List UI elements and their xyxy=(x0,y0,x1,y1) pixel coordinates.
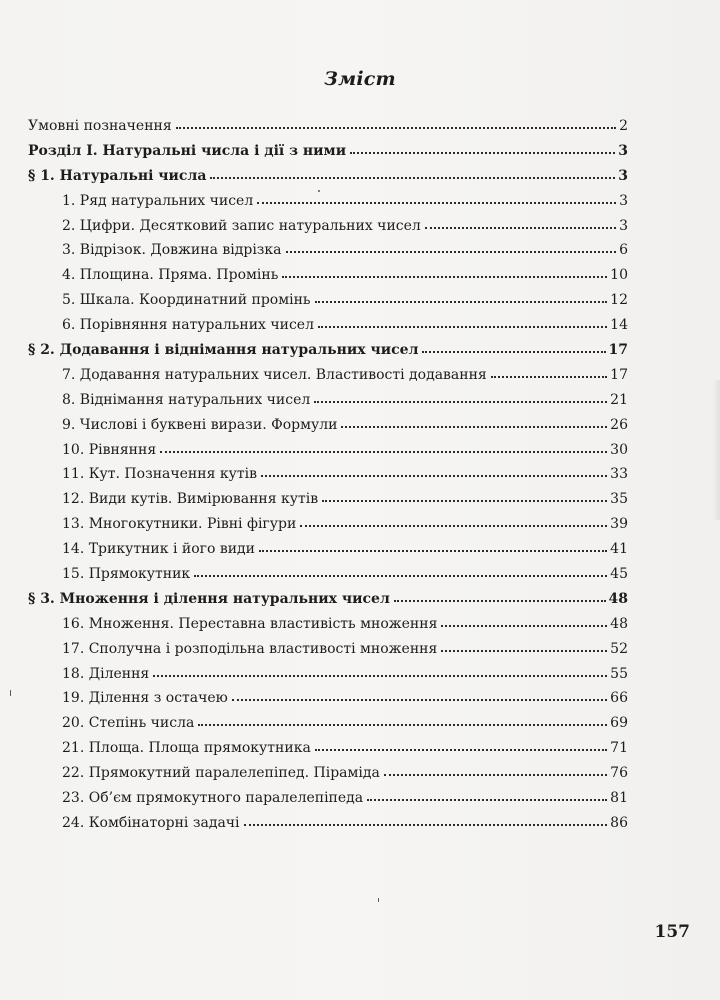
dot-leader xyxy=(153,675,607,677)
page-number: 157 xyxy=(654,922,690,942)
toc-entry xyxy=(28,666,628,691)
toc-entry xyxy=(28,267,628,292)
toc-entry-page: 52 xyxy=(610,640,628,657)
toc-entry xyxy=(28,193,628,218)
toc-entry-page: 21 xyxy=(610,391,628,408)
toc-entry-page: 41 xyxy=(610,541,628,558)
toc-entry-label: 19. Ділення з остачею xyxy=(62,690,228,707)
toc-entry-label: 11. Кут. Позначення кутів xyxy=(62,466,257,483)
toc-entry-page: 48 xyxy=(610,615,628,632)
toc-entry-label: 18. Ділення xyxy=(62,665,150,682)
toc-entry xyxy=(28,392,628,417)
toc-entry-label: 8. Віднімання натуральних чисел xyxy=(62,391,311,408)
toc-entry-page: 3 xyxy=(618,142,628,159)
dot-leader xyxy=(441,625,607,627)
toc-entry-page: 10 xyxy=(610,267,628,284)
toc-entry-page: 69 xyxy=(610,715,628,732)
toc-entry-label: § 2. Додавання і віднімання натуральних чисел xyxy=(28,342,419,359)
toc-entry-page: 17 xyxy=(610,366,628,383)
dot-leader xyxy=(210,177,615,179)
toc-entry-page: 17 xyxy=(608,342,628,359)
toc-entry-label: 3. Відрізок. Довжина відрізка xyxy=(62,242,282,259)
dot-leader xyxy=(441,650,607,652)
toc-entry-page: 71 xyxy=(610,740,628,757)
toc-section-entry xyxy=(28,342,628,367)
toc-entry xyxy=(28,815,628,840)
toc-entry-label: Умовні позначення xyxy=(28,118,172,134)
dot-leader xyxy=(261,475,607,477)
toc-entry xyxy=(28,367,628,392)
toc-entry-label: 9. Числові і буквені вирази. Формули xyxy=(62,416,338,433)
toc-entry-page: 6 xyxy=(619,242,628,259)
toc-entry xyxy=(28,491,628,516)
toc-entry-label: 5. Шкала. Координатний промінь xyxy=(62,292,311,309)
toc-entry xyxy=(28,118,628,143)
toc-entry-page: 3 xyxy=(618,167,628,184)
toc-entry-label: 12. Види кутів. Вимірювання кутів xyxy=(62,491,319,508)
page-edge-shadow xyxy=(712,380,720,520)
toc-entry xyxy=(28,516,628,541)
toc-entry-page: 86 xyxy=(610,814,628,831)
dot-leader xyxy=(194,575,607,577)
dot-leader xyxy=(394,600,606,602)
toc-entry-page: 3 xyxy=(619,192,628,209)
toc-entry xyxy=(28,292,628,317)
toc-entry xyxy=(28,790,628,815)
dot-leader xyxy=(384,774,607,776)
toc-entry xyxy=(28,690,628,715)
toc-entry xyxy=(28,616,628,641)
toc-entry xyxy=(28,317,628,342)
dot-leader xyxy=(422,351,605,353)
toc-entry-label: § 1. Натуральні числа xyxy=(28,167,207,184)
toc-entry-label: 2. Цифри. Десятковий запис натуральних чисел xyxy=(62,217,421,234)
dot-leader xyxy=(244,824,608,826)
dot-leader xyxy=(367,799,607,801)
toc-entry xyxy=(28,765,628,790)
dot-leader xyxy=(315,301,608,303)
toc-entry xyxy=(28,242,628,267)
toc-entry-label: § 3. Множення і ділення натуральних чисел xyxy=(28,590,390,607)
table-of-contents xyxy=(28,118,628,840)
print-speck xyxy=(318,190,320,192)
toc-entry-label: 16. Множення. Переставна властивість множення xyxy=(62,615,438,632)
toc-entry-label: 23. Об’єм прямокутного паралелепіпеда xyxy=(62,790,364,807)
toc-section-entry xyxy=(28,143,628,168)
toc-entry-label: 20. Степінь числа xyxy=(62,715,195,732)
toc-entry-page: 3 xyxy=(619,217,628,234)
toc-entry-page: 81 xyxy=(610,790,628,807)
toc-entry-page: 26 xyxy=(610,416,628,433)
toc-entry-label: 22. Прямокутний паралелепіпед. Піраміда xyxy=(62,765,380,782)
dot-leader xyxy=(315,749,607,751)
dot-leader xyxy=(160,451,607,453)
toc-entry-page: 33 xyxy=(610,466,628,483)
toc-entry xyxy=(28,442,628,467)
dot-leader xyxy=(341,426,607,428)
dot-leader xyxy=(286,251,617,253)
toc-entry xyxy=(28,466,628,491)
toc-entry-page: 45 xyxy=(610,566,628,583)
toc-entry xyxy=(28,417,628,442)
toc-entry-label: 13. Многокутники. Рівні фігури xyxy=(62,516,297,533)
toc-entry-page: 39 xyxy=(610,516,628,533)
toc-entry-label: 4. Площина. Пряма. Промінь xyxy=(62,267,279,284)
toc-entry xyxy=(28,218,628,243)
toc-entry xyxy=(28,641,628,666)
toc-entry-label: 1. Ряд натуральних чисел xyxy=(62,192,254,209)
toc-entry-label: 10. Рівняння xyxy=(62,441,157,458)
toc-entry-label: 7. Додавання натуральних чисел. Властивості додавання xyxy=(62,366,487,383)
toc-entry-label: 15. Прямокутник xyxy=(62,566,191,583)
toc-entry-label: Розділ I. Натуральні числа і дії з ними xyxy=(28,142,347,159)
toc-entry-page: 66 xyxy=(610,690,628,707)
dot-leader xyxy=(318,326,607,328)
toc-entry-label: 14. Трикутник і його види xyxy=(62,541,256,558)
dot-leader xyxy=(176,127,616,129)
print-speck xyxy=(378,898,379,902)
print-speck xyxy=(10,690,11,696)
toc-entry-page: 14 xyxy=(610,317,628,334)
toc-entry-label: 6. Порівняння натуральних чисел xyxy=(62,317,314,334)
dot-leader xyxy=(314,401,607,403)
dot-leader xyxy=(491,376,607,378)
toc-entry-label: 21. Площа. Площа прямокутника xyxy=(62,740,311,757)
dot-leader xyxy=(300,525,607,527)
toc-section-entry xyxy=(28,591,628,616)
toc-entry xyxy=(28,740,628,765)
dot-leader xyxy=(198,724,607,726)
toc-entry-page: 2 xyxy=(619,118,628,134)
toc-section-entry xyxy=(28,168,628,193)
toc-entry xyxy=(28,715,628,740)
dot-leader xyxy=(425,227,616,229)
toc-entry-page: 55 xyxy=(610,665,628,682)
toc-entry-page: 76 xyxy=(610,765,628,782)
toc-entry-label: 17. Сполучна і розподільна властивості множення xyxy=(62,640,438,657)
toc-entry-label: 24. Комбінаторні задачі xyxy=(62,814,240,831)
toc-entry xyxy=(28,566,628,591)
toc-entry-page: 12 xyxy=(610,292,628,309)
dot-leader xyxy=(350,152,615,154)
page-title: Зміст xyxy=(324,68,396,90)
toc-entry-page: 35 xyxy=(610,491,628,508)
dot-leader xyxy=(257,202,616,204)
toc-entry xyxy=(28,541,628,566)
toc-entry-page: 30 xyxy=(610,441,628,458)
dot-leader xyxy=(232,699,607,701)
dot-leader xyxy=(259,550,607,552)
dot-leader xyxy=(322,500,607,502)
dot-leader xyxy=(282,276,607,278)
toc-entry-page: 48 xyxy=(608,590,628,607)
